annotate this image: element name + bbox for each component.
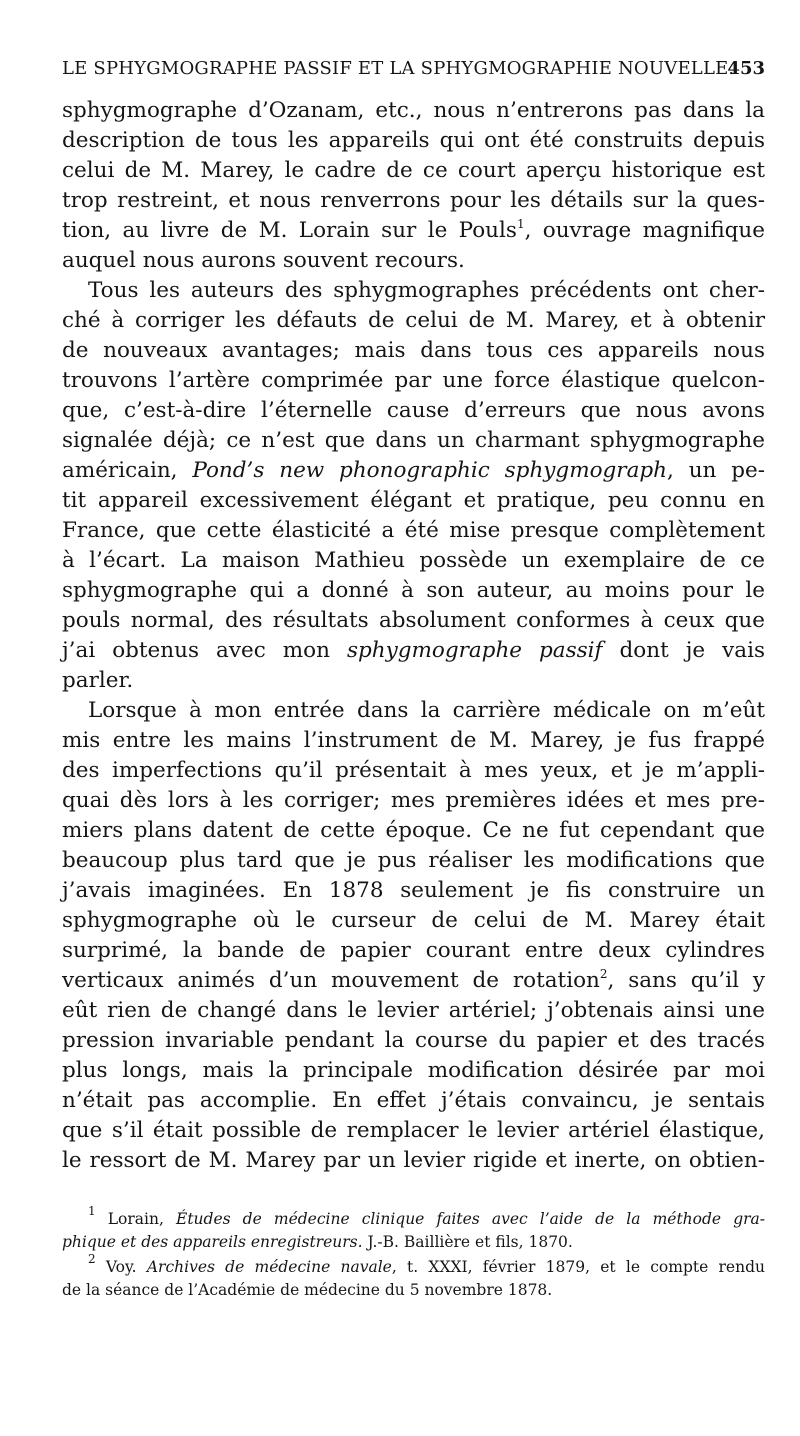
text-line: parler. [62, 668, 134, 693]
text-segment: dont je vais [602, 638, 765, 663]
text-line: beaucoup plus tard que je pus réaliser les modifications que [62, 848, 765, 873]
text-line: celui de M. Marey, le cadre de ce court aperçu historique est [62, 158, 765, 183]
text-segment: tion, au livre de M. Lorain sur le Pouls [62, 218, 517, 243]
footnote-italic-title: phique et des appareils enregistreurs. [62, 1233, 363, 1251]
text-line [62, 456, 765, 486]
text-segment: américain, [62, 458, 193, 483]
text-segment: , sans qu’il y [607, 968, 765, 993]
text-segment: , ouvrage magnifique [524, 218, 765, 243]
text-line: j’avais imaginées. En 1878 seulement je fis construire un [62, 878, 765, 903]
text-segment: verticaux animés d’un mouvement de rotation [62, 968, 600, 993]
text-line: description de tous les appareils qui ont été construits depuis [62, 128, 765, 153]
text-line: tit appareil excessivement élégant et pratique, peu connu en [62, 488, 765, 513]
text-line [62, 636, 765, 666]
text-line: miers plans datent de cette époque. Ce ne fut cependant que [62, 818, 765, 843]
text-line: de nouveaux avantages; mais dans tous ces appareils nous [62, 338, 765, 363]
footnote-text: J.-B. Baillière et fils, 1870. [362, 1233, 573, 1251]
page-header [62, 58, 765, 88]
text-line: surprimé, la bande de papier courant entre deux cylindres [62, 938, 765, 963]
text-line: le ressort de M. Marey par un levier rigide et inerte, on obtien- [62, 1148, 765, 1173]
running-head: LE SPHYGMOGRAPHE PASSIF ET LA SPHYGMOGRAPHIE NOUVELLE. [62, 58, 735, 79]
text-line: auquel nous aurons souvent recours. [62, 248, 465, 273]
text-line: des imperfections qu’il présentait à mes yeux, et je m’appli- [62, 758, 765, 783]
text-segment: j’ai obtenus avec mon [62, 638, 347, 663]
paragraph-start-line: Lorsque à mon entrée dans la carrière médicale on m’eût [88, 698, 765, 723]
text-line [62, 216, 765, 246]
page-number: 453 [727, 58, 765, 79]
footnote-italic-title: Études de médecine clinique faites avec l’aide de la méthode gra- [176, 1210, 766, 1228]
paragraph-start-line: Tous les auteurs des sphygmographes précédents ont cher- [88, 278, 765, 303]
text-line: signalée déjà; ce n’est que dans un charmant sphygmographe [62, 428, 765, 453]
footnote-marker: 2 [88, 1252, 96, 1266]
text-line [62, 966, 765, 996]
text-line: trouvons l’artère comprimée par une force élastique quelcon- [62, 368, 765, 393]
text-line: sphygmographe qui a donné à son auteur, au moins pour le [62, 578, 765, 603]
footnote-text: Lorain, [95, 1210, 176, 1228]
text-line: à l’écart. La maison Mathieu possède un exemplaire de ce [62, 548, 765, 573]
text-line: que s’il était possible de remplacer le levier artériel élastique, [62, 1118, 765, 1143]
footnote-2-continuation: de la séance de l’Académie de médecine du 5 novembre 1878. [62, 1281, 553, 1299]
text-segment: , un pe- [667, 458, 765, 483]
italic-title: Pond’s new phonographic sphygmograph [192, 458, 667, 483]
text-line: plus longs, mais la principale modification désirée par moi [62, 1058, 765, 1083]
footnote-italic-title: Archives de médecine navale [146, 1258, 392, 1276]
footnote-text: Voy. [95, 1258, 147, 1276]
text-line: sphygmographe où le curseur de celui de M. Marey était [62, 908, 765, 933]
text-line: quai dès lors à les corriger; mes premières idées et mes pre- [62, 788, 765, 813]
text-line: sphygmographe d’Ozanam, etc., nous n’entrerons pas dans la [62, 98, 765, 123]
footnote-reference: 1 [516, 217, 525, 231]
footnote-marker: 1 [88, 1204, 96, 1218]
footnote-1-continuation [62, 1231, 765, 1253]
text-line: pression invariable pendant la course du papier et des tracés [62, 1028, 765, 1053]
footnote-1 [88, 1204, 766, 1230]
footnote-reference: 2 [599, 967, 608, 981]
text-line: mis entre les mains l’instrument de M. Marey, je fus frappé [62, 728, 765, 753]
footnote-2 [88, 1252, 765, 1278]
footnote-text: , t. XXXI, février 1879, et le compte rendu [391, 1258, 765, 1276]
text-line: n’était pas accomplie. En effet j’étais convaincu, je sentais [62, 1088, 765, 1113]
text-line: eût rien de changé dans le levier artériel; j’obtenais ainsi une [62, 998, 765, 1023]
italic-term: sphygmographe passif [346, 638, 603, 663]
text-line: pouls normal, des résultats absolument conformes à ceux que [62, 608, 765, 633]
text-line: que, c’est-à-dire l’éternelle cause d’erreurs que nous avons [62, 398, 765, 423]
text-line: ché à corriger les défauts de celui de M. Marey, et à obtenir [62, 308, 765, 333]
text-line: trop restreint, et nous renverrons pour les détails sur la ques- [62, 188, 765, 213]
text-line: France, que cette élasticité a été mise presque complètement [62, 518, 765, 543]
